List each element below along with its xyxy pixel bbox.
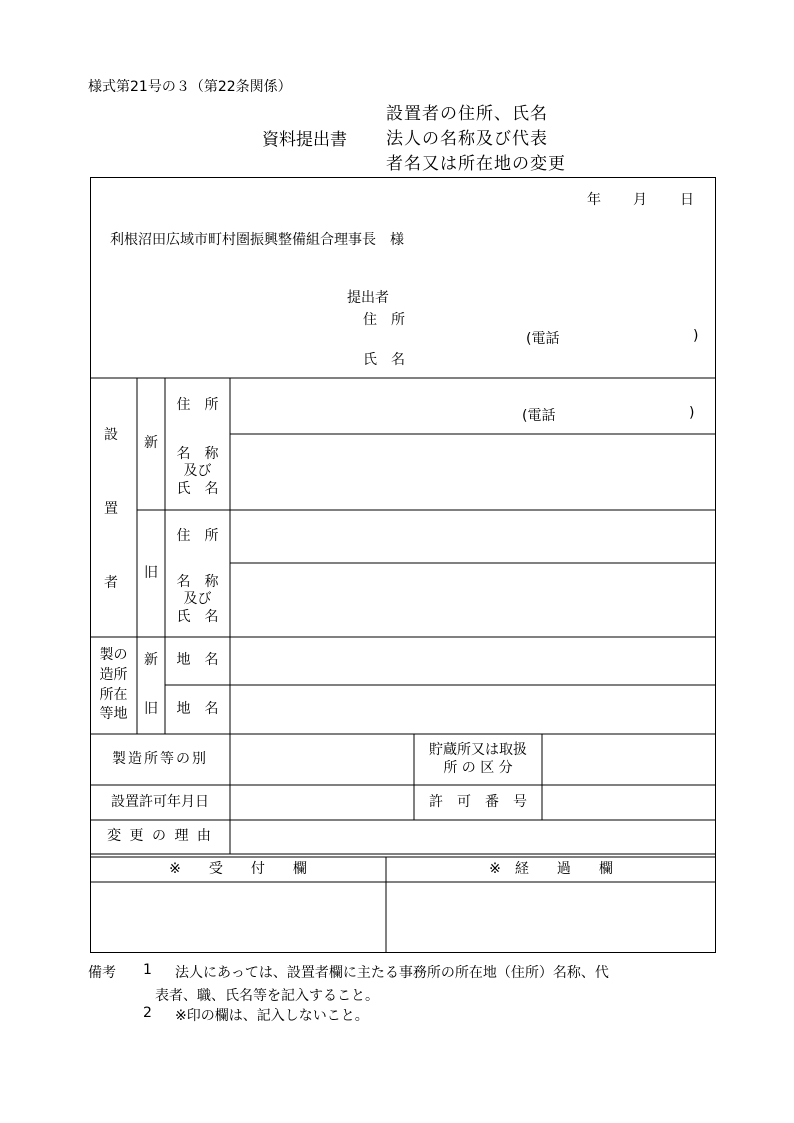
form-subtitle-line-2: 法人の名称及び代表 (386, 129, 548, 149)
date-day-label: 日 (680, 192, 694, 208)
submitter-phone-close: ) (693, 328, 699, 344)
form-table (90, 177, 716, 953)
progress-column-label: ※ 経 過 欄 (489, 860, 613, 877)
permit-number-label: 許 可 番 号 (429, 793, 527, 810)
installer-new-phone-close: ) (689, 405, 695, 421)
submitter-address-label: 住 所 (363, 312, 405, 328)
form-subtitle-line-1: 設置者の住所、氏名 (386, 104, 548, 124)
form-subtitle-line-3: 者名又は所在地の変更 (386, 154, 566, 174)
notes-label: 備考 (88, 965, 116, 981)
submitter-phone-open: (電話 (526, 331, 560, 347)
note-2-line-1: ※印の欄は、記入しないこと。 (175, 1008, 369, 1024)
installer-new-name-label: 名 称 及び 氏 名 (176, 445, 219, 497)
location-old-place-label: 地 名 (176, 700, 219, 717)
submitter-label: 提出者 (347, 290, 389, 306)
installer-old-name-label: 名 称 及び 氏 名 (176, 573, 219, 625)
note-2-number: 2 (143, 1005, 152, 1021)
installer-new-address-label: 住 所 (176, 397, 219, 414)
date-month-label: 月 (633, 192, 647, 208)
submitter-name-label: 氏 名 (363, 352, 405, 368)
storage-class-label: 貯蔵所又は取扱 所 の 区 分 (429, 742, 527, 776)
permit-date-label: 設置許可年月日 (111, 793, 209, 810)
form-title: 資料提出書 (262, 130, 347, 150)
location-new-label: 新 (144, 652, 158, 669)
location-new-place-label: 地 名 (176, 652, 219, 669)
location-old-label: 旧 (144, 700, 158, 717)
installer-label-3: 者 (104, 575, 118, 591)
installer-old-label: 旧 (144, 564, 158, 581)
installer-new-phone-open: (電話 (522, 408, 556, 424)
note-1-line-2: 表者、職、氏名等を記入すること。 (155, 988, 379, 1004)
facility-type-label: 製造所等の別 (112, 750, 208, 767)
change-reason-label: 変 更 の 理 由 (107, 828, 213, 845)
installer-label-1: 設 (104, 427, 118, 443)
addressee: 利根沼田広域市町村圏振興整備組合理事長 様 (110, 232, 404, 248)
note-1-number: 1 (143, 962, 152, 978)
installer-label-2: 置 (104, 501, 118, 517)
form-number: 様式第21号の３（第22条関係） (88, 79, 292, 95)
date-year-label: 年 (587, 192, 601, 208)
installer-new-label: 新 (144, 435, 158, 452)
location-group-label: 製の 造所 所在 等地 (99, 647, 128, 723)
installer-old-address-label: 住 所 (176, 527, 219, 544)
note-1-line-1: 法人にあっては、設置者欄に主たる事務所の所在地（住所）名称、代 (175, 965, 609, 981)
reception-column-label: ※ 受 付 欄 (169, 860, 307, 877)
